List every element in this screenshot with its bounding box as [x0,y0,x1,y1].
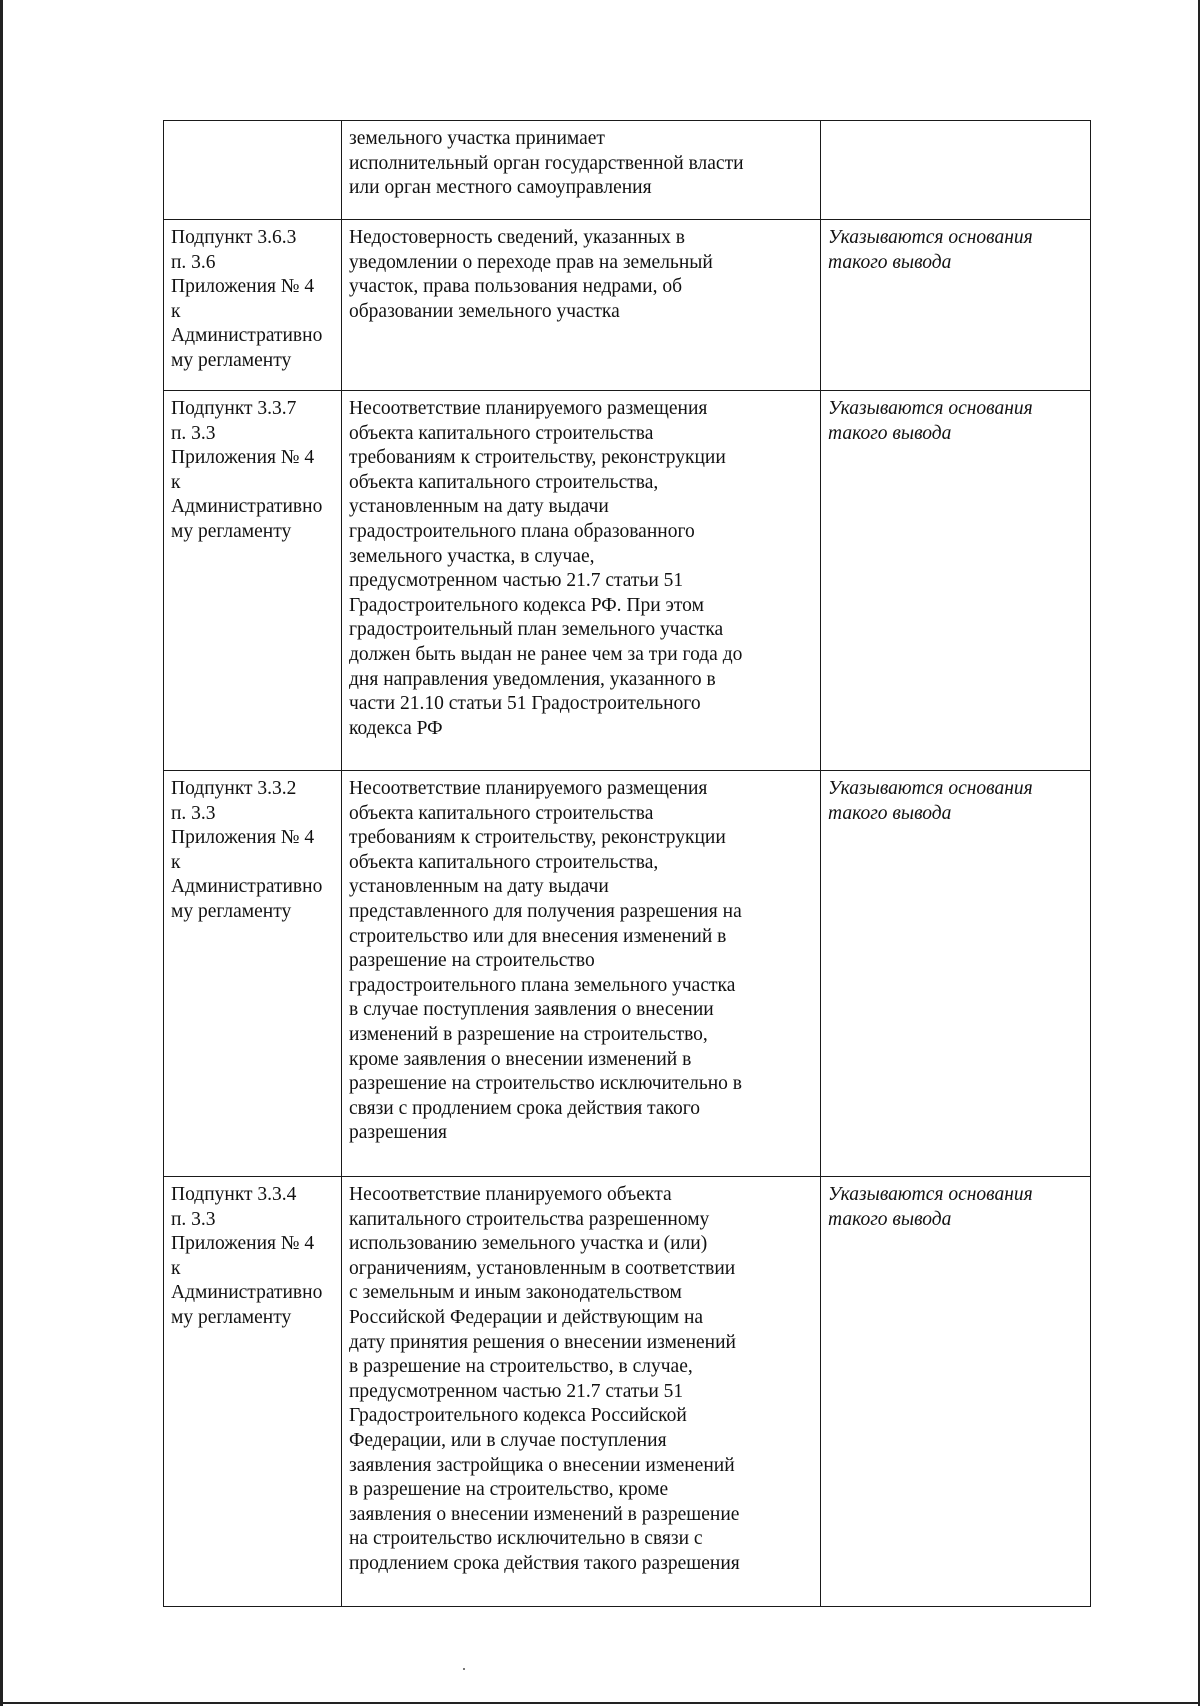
text-line: на строительство исключительно в связи с [349,1528,703,1550]
ground-text-cell [342,1177,821,1607]
reference-cell [164,1177,342,1607]
text-line: или орган местного самоуправления [349,177,652,199]
text-line: должен быть выдан не ранее чем за три года до [349,643,743,665]
reference-cell [164,391,342,771]
table-row [164,121,1091,220]
grounds-table [163,120,1091,1607]
ref-line: Подпункт 3.6.3 [171,227,297,248]
text-line: градостроительный план земельного участка [349,619,724,641]
text-line: градостроительного плана земельного участка [349,974,736,996]
note-line: Указываются основания [828,227,1033,248]
table-row [164,220,1091,391]
text-line: разрешение на строительство [349,950,595,972]
note-line: такого вывода [828,422,952,444]
text-line: в разрешение на строительство, в случае, [349,1356,693,1378]
note-line: Указываются основания [828,1184,1033,1205]
ref-line: Административно [171,325,323,347]
ref-line: п. 3.6 [171,251,216,273]
ref-line: к [171,851,181,873]
text-line: в разрешение на строительство, кроме [349,1479,669,1501]
text-line: части 21.10 статьи 51 Градостроительного [349,693,701,715]
text-line: требованиям к строительству, реконструкции [349,827,726,849]
ref-line: Подпункт 3.3.7 [171,398,297,419]
ref-line: п. 3.3 [171,1208,216,1230]
note-line: такого вывода [828,1208,952,1230]
text-line: образовании земельного участка [349,300,620,322]
text-line: Российской Федерации и действующим на [349,1306,704,1328]
reference-cell [164,121,342,220]
text-line: объекта капитального строительства [349,422,654,444]
text-line: Федерации, или в случае поступления [349,1429,667,1451]
text-line: дня направления уведомления, указанного в [349,668,716,690]
text-line: предусмотренном частью 21.7 статьи 51 [349,570,684,592]
text-line: Несоответствие планируемого объекта [349,1184,672,1205]
text-line: использованию земельного участка и (или) [349,1233,708,1255]
ref-line: Приложения № 4 [171,276,315,298]
ground-text-cell [342,771,821,1177]
ref-line: Административно [171,1282,323,1304]
ref-line: му регламенту [171,349,292,371]
note-cell [821,771,1091,1177]
scan-speck [463,1668,465,1670]
text-line: исполнительный орган государственной власти [349,152,744,174]
ref-line: к [171,1257,181,1279]
text-line: установленным на дату выдачи [349,496,609,518]
ref-line: п. 3.3 [171,802,216,824]
text-line: заявления о внесении изменений в разрешение [349,1503,740,1525]
text-line: Несоответствие планируемого размещения [349,398,708,419]
text-line: продлением срока действия такого разрешения [349,1552,740,1574]
text-line: предусмотренном частью 21.7 статьи 51 [349,1380,684,1402]
table-row [164,1177,1091,1607]
text-line: заявления застройщика о внесении изменений [349,1454,735,1476]
ref-line: му регламенту [171,1306,292,1328]
note-cell [821,391,1091,771]
table-row [164,391,1091,771]
text-line: земельного участка принимает [349,128,605,149]
ref-line: Приложения № 4 [171,827,315,849]
text-line: ограничениям, установленным в соответствии [349,1257,736,1279]
text-line: представленного для получения разрешения на [349,900,742,922]
text-line: Градостроительного кодекса РФ. При этом [349,594,704,616]
text-line: земельного участка, в случае, [349,545,595,567]
text-line: кодекса РФ [349,717,443,739]
text-line: объекта капитального строительства, [349,851,659,873]
text-line: в случае поступления заявления о внесении [349,999,714,1021]
ref-line: Административно [171,496,323,518]
text-line: строительство или для внесения изменений в [349,925,727,947]
note-cell [821,1177,1091,1607]
table-row [164,771,1091,1177]
ref-line: му регламенту [171,520,292,542]
note-cell [821,121,1091,220]
text-line: Несоответствие планируемого размещения [349,778,708,799]
text-line: участок, права пользования недрами, об [349,276,682,298]
text-line: связи с продлением срока действия такого [349,1097,700,1119]
ref-line: к [171,300,181,322]
text-line: разрешение на строительство исключительно в [349,1073,743,1095]
ref-line: п. 3.3 [171,422,216,444]
ref-line: Административно [171,876,323,898]
reference-cell [164,220,342,391]
note-line: Указываются основания [828,778,1033,799]
ground-text-cell [342,121,821,220]
ref-line: к [171,471,181,493]
note-line: Указываются основания [828,398,1033,419]
text-line: изменений в разрешение на строительство, [349,1023,708,1045]
ref-line: Приложения № 4 [171,1233,315,1255]
text-line: Недостоверность сведений, указанных в [349,227,685,248]
scan-edge-left [0,0,3,1706]
reference-cell [164,771,342,1177]
ref-line: Подпункт 3.3.2 [171,778,297,799]
ref-line: му регламенту [171,900,292,922]
text-line: объекта капитального строительства, [349,471,659,493]
ground-text-cell [342,391,821,771]
note-line: такого вывода [828,802,952,824]
text-line: разрешения [349,1122,448,1144]
text-line: уведомлении о переходе прав на земельный [349,251,713,273]
ref-line: Приложения № 4 [171,447,315,469]
note-cell [821,220,1091,391]
text-line: Градостроительного кодекса Российской [349,1405,687,1427]
text-line: установленным на дату выдачи [349,876,609,898]
scan-edge-bottom [0,1702,1200,1704]
text-line: градостроительного плана образованного [349,520,695,542]
note-line: такого вывода [828,251,952,273]
ref-line: Подпункт 3.3.4 [171,1184,297,1205]
text-line: требованиям к строительству, реконструкции [349,447,726,469]
text-line: дату принятия решения о внесении изменений [349,1331,736,1353]
text-line: объекта капитального строительства [349,802,654,824]
text-line: с земельным и иным законодательством [349,1282,682,1304]
ground-text-cell [342,220,821,391]
text-line: кроме заявления о внесении изменений в [349,1048,692,1070]
text-line: капитального строительства разрешенному [349,1208,710,1230]
